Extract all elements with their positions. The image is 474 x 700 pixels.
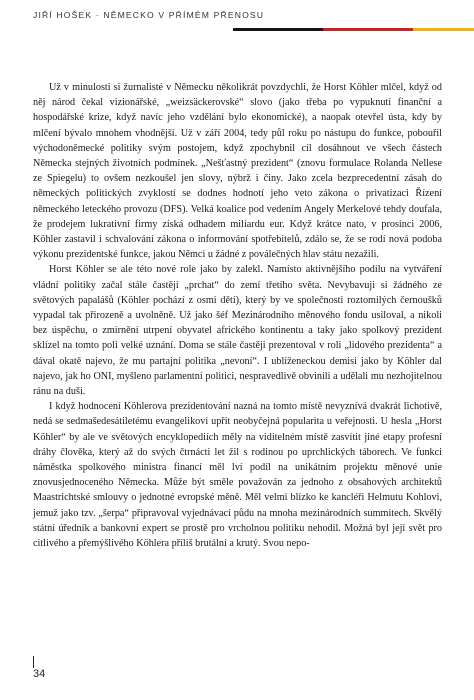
paragraph-3: I když hodnocení Köhlerova prezidentování nazná na tomto místě nevyznívá dvakrát lichotivě, nedá se sedmašedesátiletému evangelikovi upřít neobyčejná popularita u veřejnosti. U hesla „Horst Köhler“ by ale ve světových encyklopediích měly na viditelném místě zasvítit jiné etapy profesní dráhy člověka, který až do svých čtrnácti let žil s rodinou po uprchlických táborech. Ve funkci náměstka spolkového ministra financí měl lví podíl na unikátním projektu měnové unie znovusjednoceného Německa. Může být směle považován za jednoho z obsahových architektů Maastrichtské smlouvy o jednotné evropské měně. Měl velmi blízko ke kancléři Helmutu Kohlovi, jemuž jako tzv. „šerpa“ připravoval vyjednávací půdu na mnoha mezinárodních summitech. Skvělý státní úředník a bankovní expert se prostě pro vrcholnou politiku nehodil. Možná byl její svět pro citlivého a přemýšlivého Köhlera příliš brutální a krutý. Svou nepo-: [33, 401, 442, 550]
running-head: JIŘÍ HOŠEK · NĚMECKO V PŘÍMÉM PŘENOSU: [33, 10, 265, 20]
flag-stripe-red: [323, 28, 413, 31]
body-text: [33, 80, 442, 551]
flag-stripe-black: [233, 28, 323, 31]
paragraph-2: Horst Köhler se ale této nové role jako by zalekl. Namísto aktivnějšího podílu na vytváření vládní politiky začal stále častěji „prchat“ do zemí třetího světa. Nevybavuji si žádného ze světových papalášů (Köhler pochází z osmi dětí), který by ve společnosti roztomilých černoušků vypadal tak přirozeně a uvolněně. Už jako šéf Mezinárodního měnového fondu usiloval, a nikoli bez úspěchu, o zmírnění utrpení obyvatel afrického kontinentu a taky jako spolkový prezident sklízel na tomto poli velké uznání. Doma se stále častěji prezentoval v roli „lidového prezidenta“ a dával okatě najevo, že mu partajní politika „nevoní“. I ublíženeckou demisi jako by Köhler dal najevo, jak ho ONI, myšleno parlamentní politici, nespravedlivě obvinili a udělali mu nezhojitelnou ránu na duši.: [33, 264, 442, 398]
paragraph-1: Už v minulosti si žurnalisté v Německu několikrát povzdychli, že Horst Köhler mlčel, když od něj národ čekal vizionářské, „weizsäckerovské“ slovo (jako třeba po vypuknutí finanční a hospodářské krize, když navíc jeho vzdělání bylo ekonomické), a naopak otevřel ústa, kdy by mlčení bývalo mnohem vhodnější. Už v září 2004, tedy půl roku po nástupu do funkce, pobouřil východoněmecké politiky svým postojem, když zpochybnil cíl dosáhnout ve všech částech Německa stejných životních podmínek. „Nešťastný prezident“ (znovu formulace Rolanda Nellese ze Spiegelu) to ovšem nezkoušel jen slovy, nýbrž i činy. Jako zcela bezprecedentní zásah do německých politických zvyklostí se dodnes hodnotí jeho veto zákona o privatizaci Řízení německého leteckého provozu (DFS). Velká koalice pod vedením Angely Merkelové tehdy doufala, že prodejem lukrativní firmy získá odhadem miliardu eur. Když krátce nato, v prosinci 2006, Köhler zastavil i schvalování zákona o informování spotřebitelů, zdálo se, že se rodí nová podoba výkonu prezidentské funkce, jakou Němci u žádné z poválečných hlav státu nezažili.: [33, 82, 442, 261]
page-number: 34: [33, 668, 46, 680]
flag-stripe-gold: [413, 28, 474, 31]
footer-rule: [33, 656, 34, 668]
